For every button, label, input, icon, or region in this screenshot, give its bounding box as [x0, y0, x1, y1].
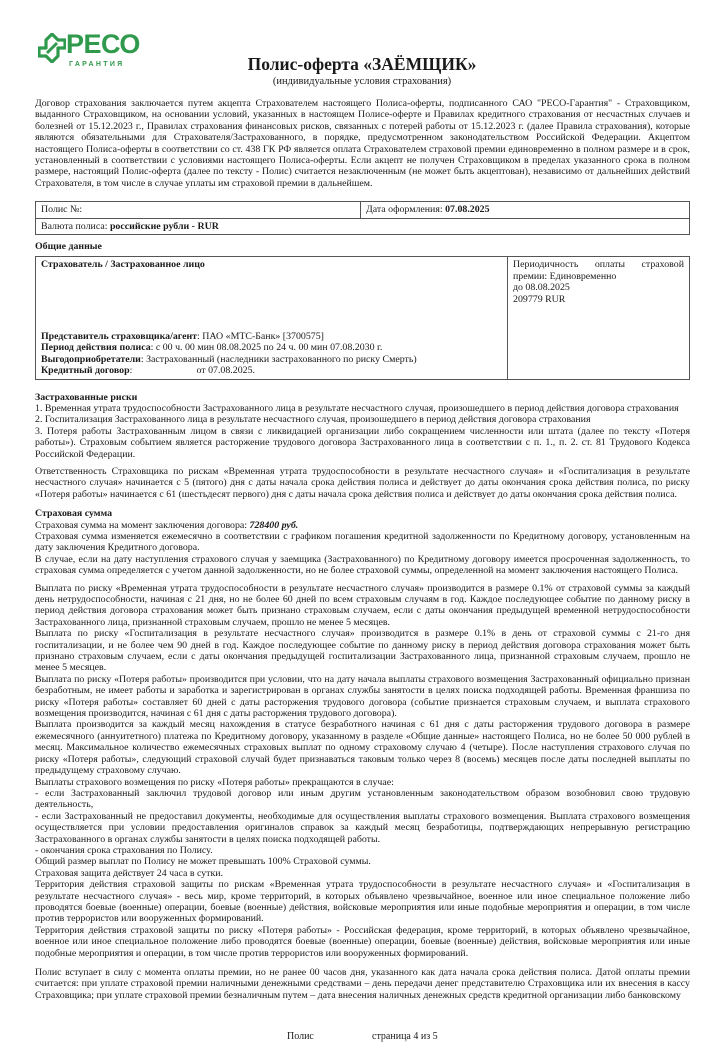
risks-heading: Застрахованные риски [35, 391, 138, 403]
territory-paragraph: Территория действия страховой защиты по риску «Потеря работы» - Российская федерация, кроме территорий, в которых объявлено чрезвычайное, военное или иное специальное положение либо проводятся боевые (военные) операции, боевые (военные) действия, войсковые мероприятия или иные подобные мероприятия и операции, в том числе против террористов или вооруженных формирований. [35, 924, 690, 959]
period-value: : с 00 ч. 00 мин 08.08.2025 по 24 ч. 00 мин 07.08.2030 г. [150, 342, 383, 354]
initial-sum-line [35, 520, 690, 531]
credit-label: Кредитный договор [41, 365, 130, 377]
agent-line [41, 331, 502, 342]
responsibility-paragraph: Ответственность Страховщика по рискам «Временная утрата трудоспособности в результате несчастного случая» и «Госпитализация в результате несчастного случая» начинается с 5 (пятого) дня с даты начала срока действия полиса и действует до даты окончания срока действия полиса, по риску «Потеря работы» начинается с 61 (шестьдесят первого) дня с даты начала срока действия полиса и действует до даты окончания срока действия полиса. [35, 465, 690, 500]
payment-cell [508, 257, 690, 379]
currency-cell [36, 218, 690, 234]
page-subtitle: (индивидуальные условия страхования) [272, 76, 452, 87]
payout-paragraph: Выплата производится за каждый месяц нахождения в статусе безработного начиная с 61 дня с даты расторжения трудового договора в размере ежемесячного (аннуитетного) платежа по Кредитному договору, указанному в разделе «Общие данные» настоящего Полиса, но не более 50 000 рублей в месяц. Максимальное количество ежемесячных страховых выплат по одному страховому случаю 4 (четыре). После наступления страхового случая по риску «Потеря работы», следующий страховой случай будет признаваться таковым только через 8 (восемь) месяцев после даты последней выплаты по предыдущему страховому случаю. [35, 719, 690, 777]
agent-label: Представитель страховщика/агент [41, 330, 198, 342]
insured-label: Страхователь / Застрахованное лицо [41, 259, 205, 271]
risk-item: 2. Госпитализация Застрахованного лица в результате несчастного случая, произошедшего в период действия договора страхования [35, 414, 591, 426]
payout-paragraph: Выплата по риску «Госпитализация в результате несчастного случая» производится в размере 0.1% в день от страховой суммы с 21-го дня госпитализации, и не более чем 90 дней в год. Каждое последующее событие по данному риску в период действия договора страхования может быть признано страховым случаем, если с даты окончания предыдущей госпитализации Застрахованного лица, признанной страховым случаем, прошло не менее 5 месяцев. [35, 628, 690, 674]
policy-number-cell [36, 202, 361, 218]
beneficiary-label: Выгодоприобретатели [41, 353, 141, 365]
territory-paragraph: Территория действия страховой защиты по рискам «Временная утрата трудоспособности в результате несчастного случая» и «Госпитализация в результате несчастного случая» - весь мир, кроме территорий, в которых объявлено чрезвычайное, военное или иное специальное положение либо проводятся боевые (военные) операции, боевые (военные) действия, войсковые мероприятия или иные подобные мероприятия и операции, в том числе против террористов или вооруженных формирований. [35, 879, 690, 925]
logo-subtitle: ГАРАНТИЯ [69, 61, 125, 68]
issue-date-label: Дата оформления: [366, 204, 446, 216]
general-data-table [35, 256, 690, 379]
general-data-heading: Общие данные [35, 241, 102, 253]
payment-frequency: Периодичность оплаты страховой премии: Единовременно [513, 259, 684, 282]
logo-wordmark: РЕСО [66, 29, 140, 59]
sum-heading: Страховая сумма [35, 508, 113, 520]
issue-date-value: 07.08.2025 [445, 204, 490, 216]
page-footer [0, 1031, 724, 1045]
sum-paragraph: В случае, если на дату наступления страхового случая у заемщика (Застрахованного) по Кредитному договору имеется просроченная задолженность, то страховая сумма определяется с учетом данной задолженности, но не более страховой суммы, определенной на момент заключения настоящего Полиса. [35, 553, 690, 577]
document-body [35, 0, 690, 1055]
payout-paragraph: - окончания срока страхования по Полису. [35, 844, 213, 856]
risk-item: 1. Временная утрата трудоспособности Застрахованного лица в результате несчастного случая, произошедшего в период действия договора страхования [35, 402, 679, 414]
intro-paragraph: Договор страхования заключается путем акцепта Страхователем настоящего Полиса-оферты, подписанного САО "РЕСО-Гарантия" - Страховщиком, выданного Страховщиком, на основании условий, указанных в настоящем Полисе-оферте и Правилах кредитного страхования от несчастных случаев и болезней от 15.12.2023 г., Правилах страхования финансовых рисков, связанных с потерей работы от 15.12.2023 г. (далее Правила страхования), которые являются обязательными для Страхователя/Застрахованного, в порядке, предусмотренном законодательством Российской Федерации. Акцептом настоящего Полиса-оферты в соответствии со ст. 438 ГК РФ является оплата Страхователем страховой премии единовременно в полном размере и в срок, установленный в соответствии с условиями настоящего Полиса-оферты. Если акцепт не получен Страховщиком в пределах указанного срока в полном размере, настоящий Полис-оферта (далее по тексту - Полис) считается незаключенным (не может быть акцептован), независимо от дальнейших действий Страхователя, в том числе в случае уплаты им страховой премии в дальнейшем. [35, 98, 690, 189]
effective-paragraph: Полис вступает в силу с момента оплаты премии, но не ранее 00 часов дня, указанного как дата начала срока действия полиса. Датой оплаты премии считается: при уплате страховой премии наличными денежными средствами – день передачи денег представителю Страховщика или их внесения в кассу Страховщика; при уплате страховой премии безналичным путем – дата внесения наличных денежных средств кредитной организации либо банковскому [35, 967, 690, 1001]
beneficiary-value: : Застрахованный (наследники застрахованного по риску Смерть) [140, 353, 417, 365]
insured-cell [36, 257, 508, 379]
payment-deadline: до 08.08.2025 [513, 282, 570, 294]
payout-paragraph: Страховая защита действует 24 часа в сутки. [35, 867, 224, 879]
page-title: Полис-оферта «ЗАЁМЩИК» [247, 54, 477, 74]
period-line [41, 342, 502, 353]
effective-section [35, 967, 690, 1001]
payout-paragraph: Общий размер выплат по Полису не может превышать 100% Страховой суммы. [35, 856, 371, 868]
risks-section [35, 392, 690, 501]
risk-item: 3. Потеря работы Застрахованным лицом в связи с ликвидацией организации либо сокращением численности или штата (далее по тексту «Потеря работы»). Страховым событием является расторжение трудового договора Застрахованного лица в соответствии с п. 1., п. 2. ст. 81 Трудового Кодекса Российской Федерации. [35, 425, 690, 460]
initial-sum-value: 728400 руб. [249, 519, 299, 531]
payout-paragraph: Выплата по риску «Потеря работы» производится при условии, что на дату начала выплаты страхового возмещения Застрахованный официально признан безработным, не имеет работы и заработка и зарегистрирован в органах службы занятости в целях поиска подходящей работы. Временная франшиза по риску «Потеря работы» составляет 60 дней с даты расторжения трудового договора (событие признается страховым случаем, и выплата страхового возмещения производится, начиная с 61 дня с даты расторжения трудового договора). [35, 673, 690, 720]
intro-section [35, 98, 690, 189]
currency-label: Валюта полиса: [41, 220, 110, 232]
beneficiary-line [41, 354, 502, 365]
issue-date-cell [361, 202, 690, 218]
currency-value: российские рубли - RUR [109, 220, 219, 232]
footer-doc-label: Полис [287, 1031, 314, 1043]
payout-paragraph: - если Застрахованный заключил трудовой договор или иным другим установленным законодательством образом возобновил свою трудовую деятельность, [35, 787, 690, 811]
initial-sum-label: Страховая сумма на момент заключения договора: [35, 519, 250, 531]
credit-line [41, 365, 502, 376]
payout-paragraph: Выплаты страхового возмещения по риску «Потеря работы» прекращаются в случае: [35, 776, 394, 788]
period-label: Период действия полиса [41, 342, 151, 354]
sum-section [35, 508, 690, 959]
policy-number-label: Полис №: [41, 204, 83, 216]
credit-value: : от 07.08.2025. [129, 365, 255, 377]
premium-amount: 209779 RUR [513, 293, 566, 305]
sum-paragraph: Страховая сумма изменяется ежемесячно в соответствии с графиком погашения кредитной задолженности по Кредитному договору, установленным на дату заключения Кредитного договора. [35, 530, 690, 554]
policy-table [35, 201, 690, 235]
page-number: страница 4 из 5 [372, 1031, 438, 1043]
agent-value: : ПАО «МТС-Банк» [3700575] [197, 330, 324, 342]
payout-paragraph: - если Застрахованный не предоставил документы, необходимые для осуществления выплаты страхового возмещения. Выплата страхового возмещения осуществляется при условии предоставления оригиналов справок за каждый месяц безработицы, подтверждающих непрерывную регистрацию Застрахованного в органах службы занятости в целях поиска подходящей работы. [35, 810, 690, 845]
payout-paragraph: Выплата по риску «Временная утрата трудоспособности в результате несчастного случая» производится в размере 0.1% от страховой суммы за каждый день нетрудоспособности, начиная с 21 дня, но не более 60 дней по всем страховым случаям в год. Каждое последующее событие по данному риску в период действия договора страхования может быть признано страховым случаем, если с даты окончания предыдущей временной нетрудоспособности Застрахованного лица, признанной страховым случаем, прошло не менее 5 месяцев. [35, 582, 690, 628]
